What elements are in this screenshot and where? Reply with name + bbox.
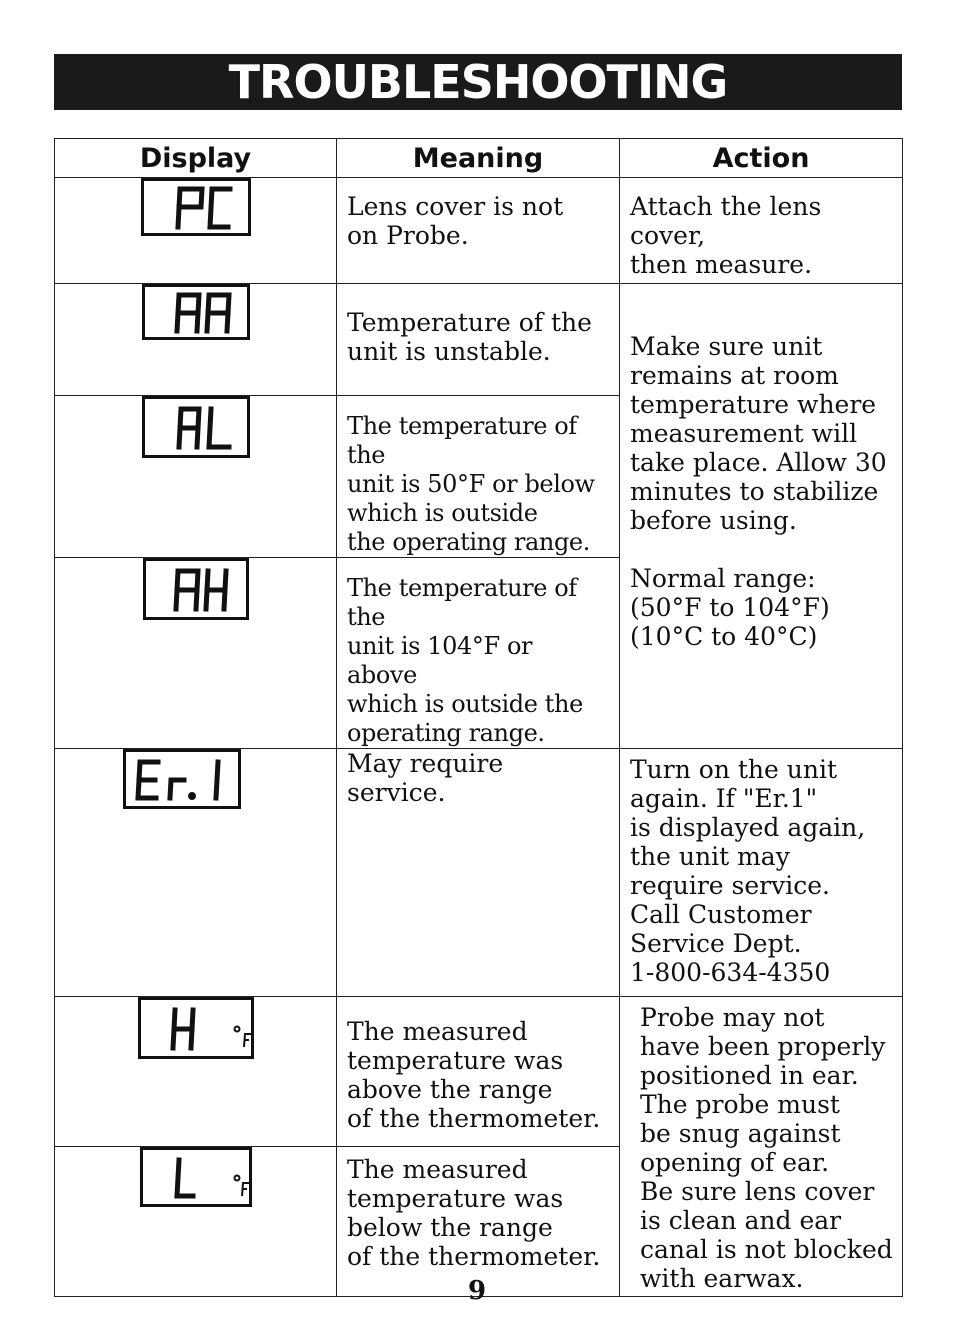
meaning-cell: [337, 1147, 620, 1297]
meaning-cell: [337, 396, 620, 558]
action-cell-shared: [620, 997, 903, 1297]
action-cell: [620, 178, 903, 284]
header-action: Action: [620, 139, 903, 178]
meaning-text: The temperature of the unit is 104°F or above which is outside the operating range.: [347, 574, 583, 747]
table-row: [55, 997, 903, 1147]
display-cell: [55, 558, 337, 749]
action-text: Probe may not have been properly positioned in ear. The probe must be snug against opening of ear. Be sure lens cover is clean and ear canal is not blocked with earwax.: [640, 1003, 893, 1293]
meaning-text: Temperature of the unit is unstable.: [347, 308, 592, 366]
page-title: TROUBLESHOOTING: [54, 54, 902, 110]
display-cell: [55, 284, 337, 396]
header-meaning: Meaning: [337, 139, 620, 178]
meaning-cell: [337, 284, 620, 396]
header-display: Display: [55, 139, 337, 178]
lcd-display-aa: [142, 284, 250, 340]
lcd-display-al: [142, 396, 250, 458]
meaning-text: Lens cover is not on Probe.: [347, 192, 564, 250]
lcd-display-l: [140, 1147, 252, 1207]
meaning-text: The temperature of the unit is 50°F or below which is outside the operating range.: [347, 412, 595, 556]
table-header-row: [55, 139, 903, 178]
display-cell: [55, 178, 337, 284]
lcd-display-ah: [143, 558, 249, 620]
display-cell: [55, 396, 337, 558]
display-cell: [55, 997, 337, 1147]
action-text: Attach the lens cover, then measure.: [630, 192, 822, 279]
meaning-text: The measured temperature was above the range of the thermometer.: [347, 1017, 601, 1133]
meaning-text: May require service.: [347, 749, 504, 807]
action-text: Make sure unit remains at room temperature where measurement will take place. Allow 30 minutes to stabilize before using. Normal range: (50°F to 104°F) (10°C to 40°C): [630, 332, 887, 651]
display-cell: [55, 749, 337, 997]
meaning-cell: [337, 178, 620, 284]
table-row: [55, 749, 903, 997]
action-cell: [620, 749, 903, 997]
lcd-display-pc: [141, 178, 251, 236]
action-cell-shared: [620, 284, 903, 749]
lcd-display-er1: [123, 749, 241, 809]
page-number: 9: [467, 1276, 487, 1306]
meaning-cell: [337, 997, 620, 1147]
table-row: [55, 178, 903, 284]
action-text: Turn on the unit again. If "Er.1" is displayed again, the unit may require service. Call Customer Service Dept. 1-800-634-4350: [630, 755, 866, 987]
meaning-text: The measured temperature was below the range of the thermometer.: [347, 1155, 601, 1271]
table-row: [55, 284, 903, 396]
meaning-cell: [337, 558, 620, 749]
troubleshooting-table: [54, 138, 903, 1297]
lcd-display-h: [138, 997, 254, 1059]
meaning-cell: [337, 749, 620, 997]
display-cell: [55, 1147, 337, 1297]
